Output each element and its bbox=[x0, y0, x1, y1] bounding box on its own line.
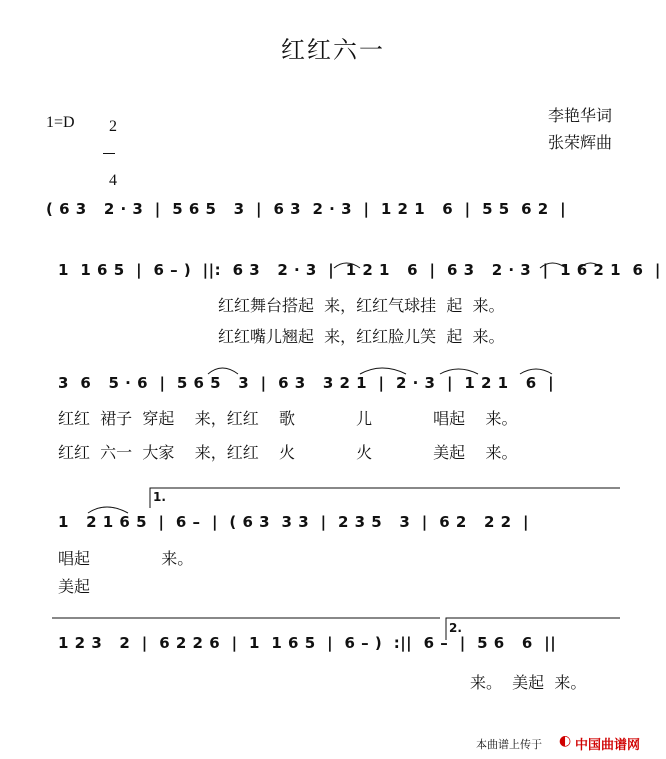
page-title: 红红六一 bbox=[281, 36, 385, 64]
lyricist-credit: 李艳华词 bbox=[548, 106, 613, 125]
lyric-line-1: 红红舞台搭起 来，红红气球挂 起 来。 bbox=[218, 296, 505, 315]
key-signature: 1=D bbox=[46, 114, 75, 131]
slur bbox=[360, 368, 406, 374]
site-logo-icon: ◐ bbox=[559, 733, 572, 749]
lyric-line-2: 红红嘴儿翘起 来，红红脸儿笑 起 来。 bbox=[218, 327, 505, 346]
notation-line-3: 3 6 5 · 6 | 5 6 5 3 | 6 3 3 2 1 | 2 · 3 | 1 2 1 6 | bbox=[58, 374, 555, 392]
composer-credit: 张荣辉曲 bbox=[548, 133, 613, 152]
volta-second-bracket bbox=[446, 618, 620, 640]
footer-site-name: 中国曲谱网 bbox=[575, 738, 641, 753]
slur bbox=[520, 369, 552, 374]
slur bbox=[88, 507, 128, 513]
lyric-line-5: 唱起 来。 bbox=[58, 549, 194, 568]
time-signature-top: 2 bbox=[109, 118, 117, 135]
volta-first-label: 1. bbox=[153, 490, 166, 504]
slur bbox=[208, 368, 238, 374]
slur bbox=[540, 263, 566, 268]
lyric-line-3: 红红 裙子 穿起 来，红红 歌 儿 唱起 来。 bbox=[58, 409, 518, 428]
volta-second-label: 2. bbox=[449, 621, 462, 635]
notation-line-1: ( 6 3 2 · 3 | 5 6 5 3 | 6 3 2 · 3 | 1 2 1 6 | 5 5 6 2 | bbox=[46, 200, 567, 218]
lyric-line-7: 来。 美起 来。 bbox=[470, 673, 587, 692]
lyric-line-6: 美起 bbox=[58, 577, 91, 596]
notation-line-2: 1 1 6 5 | 6 – ) ||: 6 3 2 · 3 | 1 2 1 6 | 6 3 2 · 3 | 1 6 2 1 6 | bbox=[58, 261, 661, 279]
slur bbox=[440, 369, 478, 374]
notation-line-5: 1 2 3 2 | 6 2 2 6 | 1 1 6 5 | 6 – ) :|| 6 – | 5 6 6 || bbox=[58, 634, 557, 652]
footer-caption: 本曲谱上传于 bbox=[476, 738, 542, 751]
volta-first-bracket bbox=[150, 488, 620, 508]
lyric-line-4: 红红 六一 大家 来，红红 火 火 美起 来。 bbox=[58, 443, 518, 462]
time-signature-bottom: 4 bbox=[109, 172, 117, 189]
slur bbox=[580, 263, 602, 268]
notation-line-4: 1 2 1 6 5 | 6 – | ( 6 3 3 3 | 2 3 5 3 | 6 2 2 2 | bbox=[58, 513, 530, 531]
slur bbox=[334, 263, 360, 268]
